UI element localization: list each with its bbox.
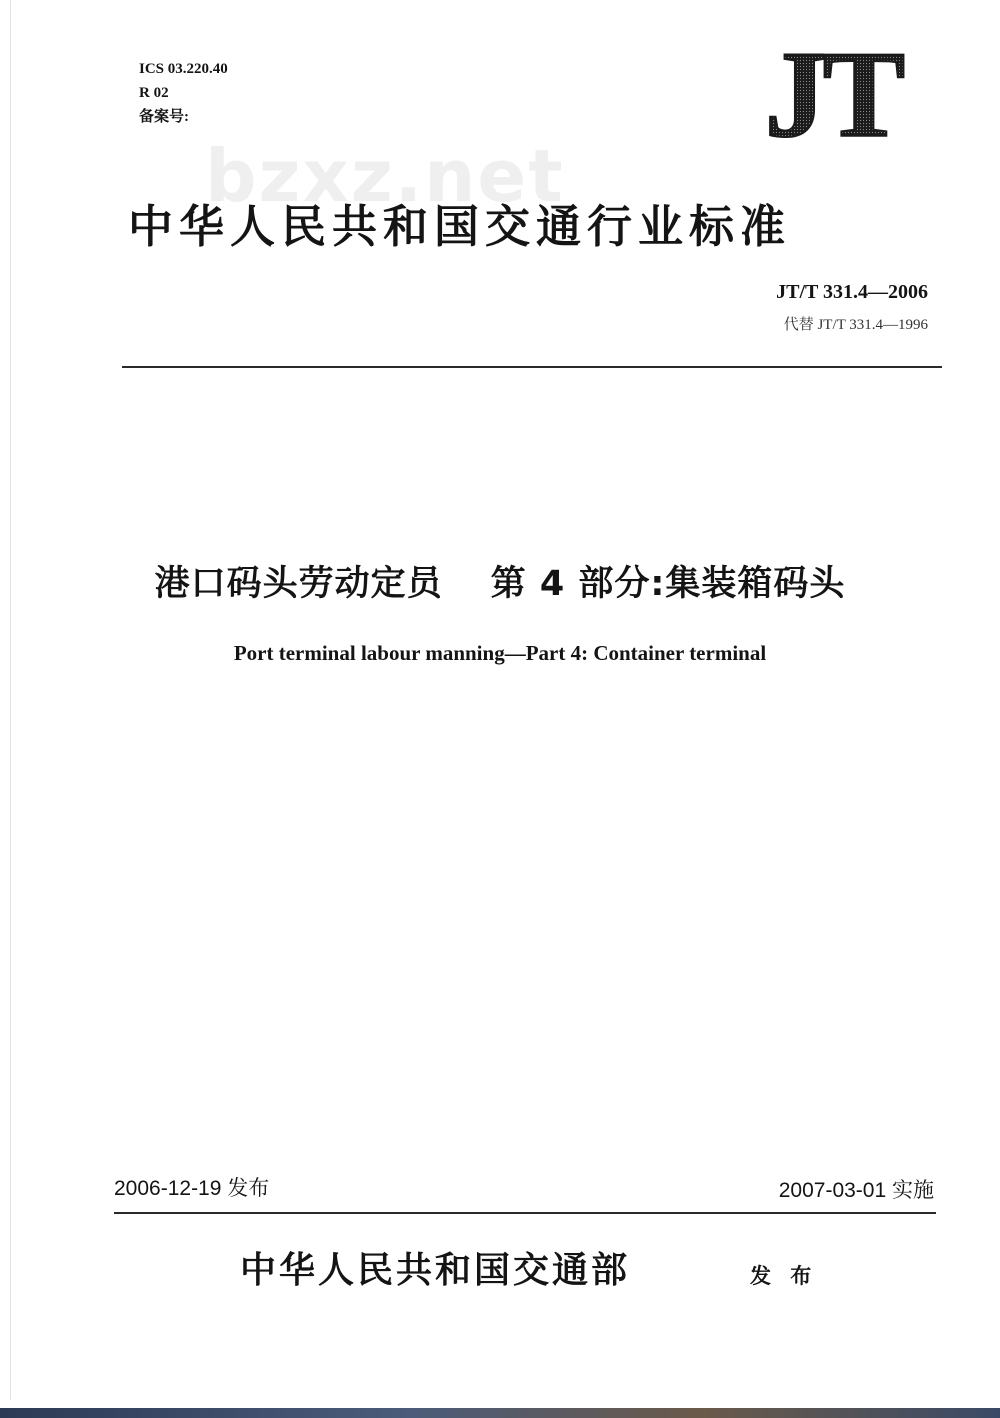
publisher-name: 中华人民共和国交通部 [240,1250,631,1291]
classification-code: R 02 [139,85,169,101]
replaces-standard: 代替 JT/T 331.4—1996 [783,317,928,333]
jt-logo-text: JT [764,44,902,142]
publish-label: 发 布 [750,1264,818,1288]
jt-logo [736,44,931,142]
issue-date: 2006-12-19 发布 [114,1177,270,1200]
standard-number: JT/T 331.4—2006 [776,281,928,303]
document-title-chinese [0,556,1000,606]
page-edge [10,0,11,1400]
top-divider [122,366,942,368]
industry-standard-title: 中华人民共和国交通行业标准 [128,200,792,253]
effective-date: 2007-03-01 实施 [778,1179,934,1202]
watermark: bzxz.net [205,134,565,218]
title-main: 港口码头劳动定员 [154,564,443,604]
scan-edge-band [0,1408,1000,1418]
bottom-divider [114,1212,936,1214]
document-title-english: Port terminal labour manning—Part 4: Container terminal [233,641,767,665]
ics-code: ICS 03.220.40 [139,61,228,77]
record-number-label: 备案号: [139,109,189,125]
document-meta [139,57,228,129]
title-part: 第 4 部分:集装箱码头 [490,564,846,604]
